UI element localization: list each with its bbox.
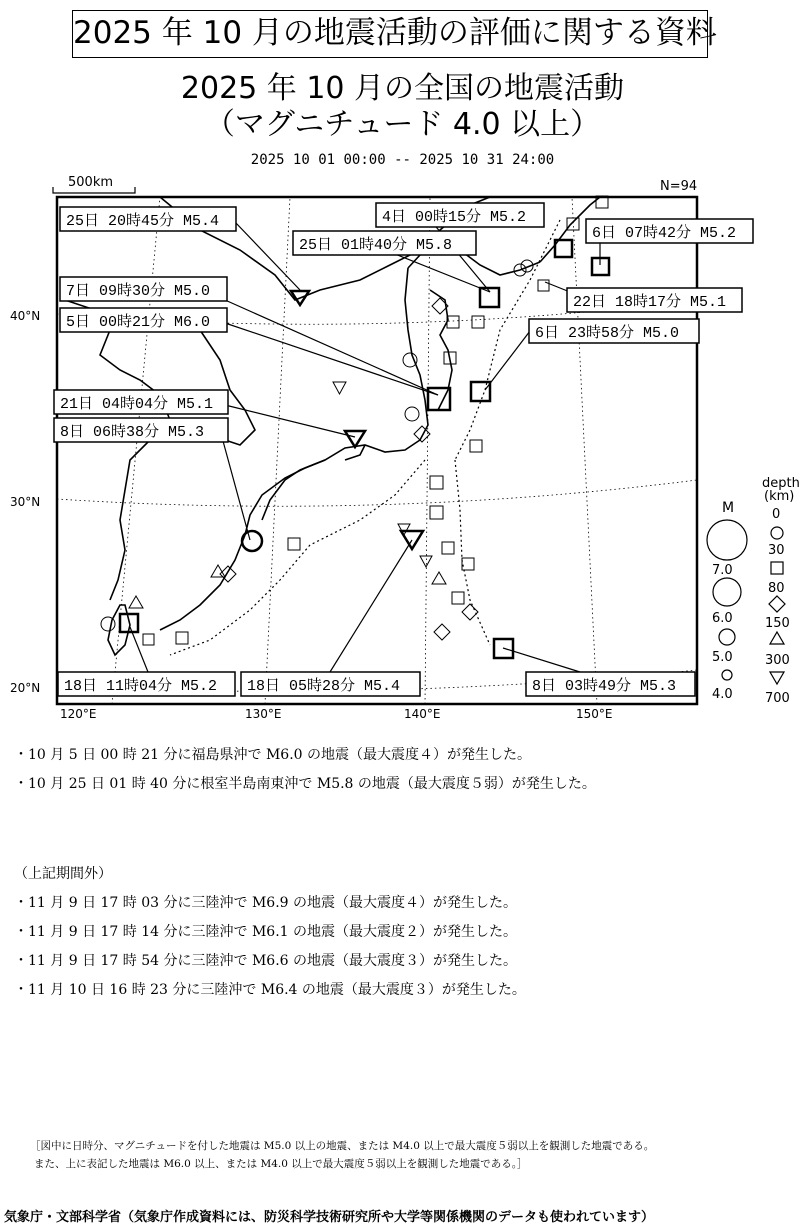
- legend-depth-0: 0: [772, 507, 781, 522]
- note-item: ・10 月 25 日 01 時 40 分に根室半島南東沖で M5.8 の地震（最大震度５弱）が発生した。: [14, 776, 596, 792]
- legend-m5-label: 5.0: [712, 650, 733, 665]
- outside-period-item: ・11 月 9 日 17 時 54 分に三陸沖で M6.6 の地震（最大震度３）が発生した。: [14, 953, 518, 969]
- legend-m4-circle: [722, 670, 732, 680]
- legend-m7-circle: [707, 520, 747, 560]
- credit-line: 気象庁・文部科学省（気象庁作成資料には、防災科学技術研究所や大学等関係機関のデータも使われています）: [4, 1210, 655, 1225]
- notes: [14, 741, 596, 799]
- callout-18d-0528: 18日 05時28分 M5.4: [247, 678, 401, 695]
- lat-label-20: 20°N: [10, 681, 41, 695]
- callout-7d-0930: 7日 09時30分 M5.0: [66, 283, 211, 300]
- legend-m5-circle: [719, 629, 735, 645]
- legend-depth-300: 300: [765, 653, 790, 668]
- legend: [707, 476, 800, 706]
- callout-6d-0742: 6日 07時42分 M5.2: [592, 225, 737, 242]
- callout-25d-0140: 25日 01時40分 M5.8: [299, 237, 453, 254]
- legend-m4-label: 4.0: [712, 687, 733, 702]
- legend-depth-150: 150: [765, 616, 790, 631]
- scale-label: 500km: [68, 175, 114, 190]
- legend-depth-700: 700: [765, 691, 790, 706]
- outside-period-item: ・11 月 10 日 16 時 23 分に三陸沖で M6.4 の地震（最大震度３）が発生した。: [14, 982, 526, 998]
- callout-18d-1104: 18日 11時04分 M5.2: [64, 678, 218, 695]
- callout-22d-1817: 22日 18時17分 M5.1: [573, 294, 727, 311]
- outside-period-notes: [14, 860, 526, 1005]
- event-count: N=94: [660, 179, 698, 194]
- lon-label-130: 130°E: [245, 707, 282, 720]
- outside-period-item: ・11 月 9 日 17 時 14 分に三陸沖で M6.1 の地震（最大震度２）が発生した。: [14, 924, 518, 940]
- note-item: ・10 月 5 日 00 時 21 分に福島県沖で M6.0 の地震（最大震度４）が発生した。: [14, 747, 532, 763]
- footnote-line2: また、上に表記した地震は M6.0 以上、または M4.0 以上で最大震度５弱以上を観測した地震である。］: [34, 1158, 528, 1170]
- lon-label-150: 150°E: [576, 707, 613, 720]
- scale-bar: [53, 175, 135, 193]
- lat-label-40: 40°N: [10, 309, 41, 323]
- legend-depth-inverted-triangle-icon: [770, 672, 784, 684]
- callout-6d-2358: 6日 23時58分 M5.0: [535, 325, 680, 342]
- legend-depth-square-icon: [771, 562, 783, 574]
- period-label: 2025 10 01 00:00 -- 2025 10 31 24:00: [250, 152, 555, 168]
- lon-label-140: 140°E: [404, 707, 441, 720]
- document-title: 2025 年 10 月の地震活動の評価に関する資料: [72, 10, 708, 58]
- map-title-line1: 2025 年 10 月の全国の地震活動: [180, 71, 625, 106]
- legend-magnitude-title: M: [722, 500, 735, 516]
- lon-label-120: 120°E: [60, 707, 97, 720]
- legend-depth-80: 80: [768, 581, 785, 596]
- legend-m6-circle: [713, 578, 741, 606]
- legend-depth-30: 30: [768, 543, 785, 558]
- outside-period-item: ・11 月 9 日 17 時 03 分に三陸沖で M6.9 の地震（最大震度４）が発生した。: [14, 895, 518, 911]
- legend-depth-circle-icon: [771, 527, 783, 539]
- legend-depth-diamond-icon: [769, 596, 785, 612]
- lat-label-30: 30°N: [10, 495, 41, 509]
- callout-8d-0638: 8日 06時38分 M5.3: [60, 424, 205, 441]
- footnote: [30, 1137, 654, 1173]
- legend-m6-label: 6.0: [712, 611, 733, 626]
- legend-m7-label: 7.0: [712, 563, 733, 578]
- legend-depth-title: depth: [762, 476, 800, 491]
- callout-21d-0404: 21日 04時04分 M5.1: [60, 396, 214, 413]
- callout-25d-2045: 25日 20時45分 M5.4: [66, 213, 220, 230]
- map-title-line2: （マグニチュード 4.0 以上）: [204, 107, 601, 142]
- callout-8d-0349: 8日 03時49分 M5.3: [532, 678, 677, 695]
- legend-depth-unit: (km): [764, 489, 795, 504]
- outside-period-heading: （上記期間外）: [14, 866, 112, 882]
- footnote-line1: ［図中に日時分、マグニチュードを付した地震は M5.0 以上の地震、または M4.0 以上で最大震度５弱以上を観測した地震である。: [30, 1140, 655, 1152]
- legend-depth-triangle-icon: [770, 632, 784, 644]
- callout-4d-0015: 4日 00時15分 M5.2: [382, 209, 527, 226]
- callout-5d-0021: 5日 00時21分 M6.0: [66, 314, 211, 331]
